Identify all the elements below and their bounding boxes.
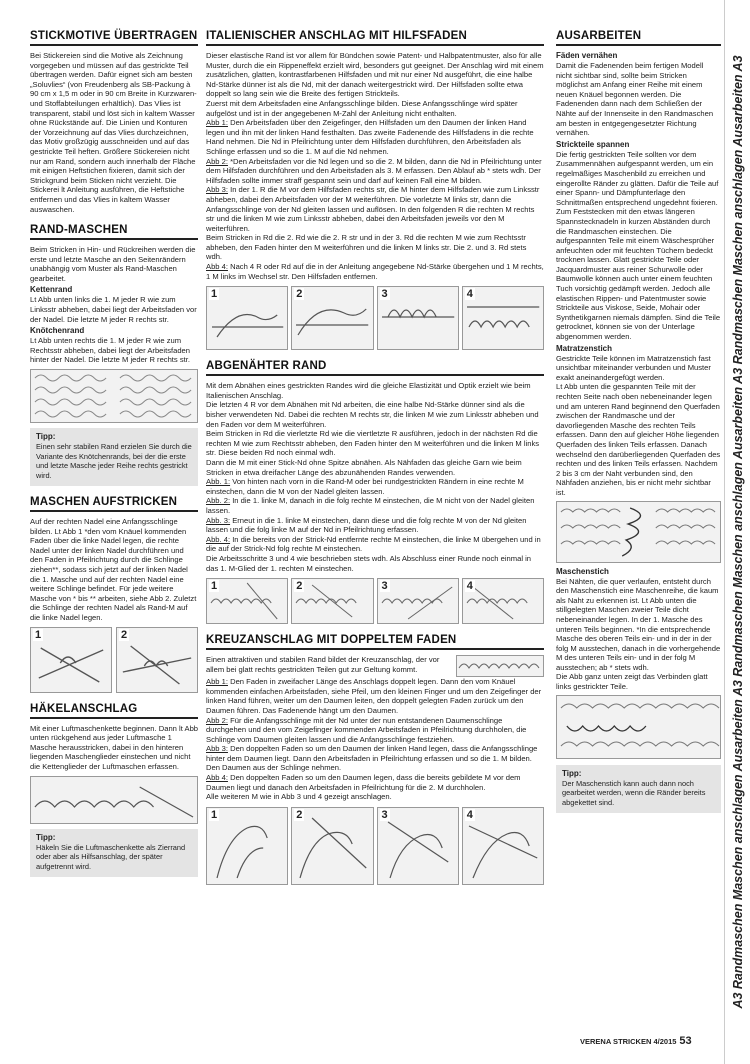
tip-text: Der Maschenstich kann auch dann noch gearbeitet werden, wenn die Ränder bereits abgekettet sind. [562, 779, 706, 807]
abb-label: Abb. 3: [206, 515, 231, 525]
abb-label: Abb 3: [206, 744, 228, 754]
abb-label: Abb. 1: [206, 477, 231, 487]
abb-label: Abb 3: [206, 185, 228, 195]
kreuzanschlag-abb4 [206, 773, 544, 792]
abb-text: Den doppelten Faden so um den Daumen der linken Hand legen, dass die Anfangsschlinge hinter dem Daumen liegt. Dann den Arbeitsfaden in Pfeilrichtung erfassen und so die 1. M bilden. Den Daumen aus der Schlinge nehmen. [206, 744, 538, 773]
heading-stickmotive: STICKMOTIVE ÜBERTRAGEN [30, 30, 198, 46]
section-sidebar [724, 0, 750, 1064]
figure-number: 3 [381, 288, 388, 301]
haekelanschlag-text: Mit einer Luftmaschenkette beginnen. Dann lt Abb unten rückgehend aus jeder Luftmasche 1 Masche herausstricken, dabei in den hinteren liegenden Maschenglieder einstechen und nicht die Kettenglieder der Luftmaschen erfassen. [30, 723, 199, 771]
italienisch-p2: Zuerst mit dem Arbeitsfaden eine Anfangsschlinge bilden. Diese Anfangsschlinge wird später aufgelöst und ist in der angegebenen M-Zahl der Anleitung nicht enthalten. [206, 98, 518, 118]
column-left [30, 30, 198, 877]
aufstricken-text: Auf der rechten Nadel eine Anfangsschlinge bilden. Lt Abb 1 *den vom Knäuel kommenden Faden über die linke Nadel legen, die rechte Nadel unter der linken Nadel durchführen und den Faden in Pfeilrichtung durch die Schlinge ziehen**, sodass sich jetzt auf der linken Nadel die 1. Masche und auf der rechten Nadel eine weitere Schlinge befindet. Für jede weitere Masche von * bis ** arbeiten, siehe Abb 2. Zuletzt die Schlinge der rechten Nadel als Rand-M auf die linke Nadel legen. [30, 517, 197, 622]
seam-illustration [557, 502, 720, 562]
kreuzanschlag-abb2 [206, 716, 544, 745]
randmaschen-intro: Beim Stricken in Hin- und Rückreihen werden die erste und letzte Masche an den Seitenrändern unabhängig vom Muster als Rand-Maschen gearbeitet. [30, 245, 196, 283]
tip-maschenstich [556, 765, 721, 814]
magazine-name: VERENA STRICKEN 4/2015 [580, 1037, 677, 1046]
italienisch-abb4 [206, 262, 544, 281]
abgenaeht-p3: Beim Stricken in Rd die vierletzte Rd wie die viertletzte R ausführen, jedoch in der nächsten Rd die rechten M wie zum Rechtsstr abheben, den Faden hinter den M weiterführen und die linken M links str. Diese beiden Rd noch einmal wdh. [206, 429, 540, 458]
abgenaeht-abb2 [206, 496, 544, 515]
kreuzanschlag-edge-figure [456, 655, 544, 677]
figure-number: 1 [35, 628, 42, 641]
seam-illustration [557, 696, 720, 758]
abb-text: In die 1. linke M, danach in die folg rechte M einstechen, die M nicht von der Nadel gleiten lassen. [206, 496, 535, 515]
figure-number: 4 [466, 288, 473, 301]
abb-text: Den Arbeitsfaden über den Zeigefinger, den Hilfsfaden um den Daumen der linken Hand legen und ihn mit der linken Hand festhalten. Das zweite Fadenende des Hilfsfadens in die rechte Hand nehmen. Die Nd in Pfeilrichtung unter dem Hilfsfaden durchführen, den Arbeitsfaden als Schlinge erfassen und so die 1. M auf die Nd nehmen. [206, 118, 534, 156]
abb-text: Den doppelten Faden so um den Daumen legen, dass die bereits gebildete M vor dem Daumen liegt und danach den Arbeitsfaden in Pfeilrichtung für die 2. M durchholen. [206, 773, 521, 792]
italienisch-figure-4 [462, 286, 544, 350]
tip-label: Tipp: [562, 768, 582, 778]
figure-number: 3 [381, 580, 388, 593]
tip-text: Einen sehr stabilen Rand erzielen Sie durch die Variante des Knötchenrands, bei der die erste und letzte Masche jeder Reihe rechts gestrickt wird. [36, 442, 192, 480]
italienisch-abb1 [206, 118, 544, 156]
matratzenstich-figure [556, 501, 721, 563]
page-number: 53 [679, 1035, 692, 1047]
abb-label: Abb 4: [206, 262, 228, 272]
chain-illustration [31, 777, 197, 823]
spannen-title: Strickteile spannen [556, 139, 630, 149]
abgenaeht-figure-3 [377, 578, 459, 624]
haekelanschlag-figure [30, 776, 198, 824]
column-right [556, 30, 721, 813]
heading-randmaschen: RAND-MASCHEN [30, 224, 198, 240]
abb-text: Erneut in die 1. linke M einstechen, dann diese und die folg rechte M von der Nd gleiten lassen und die folg linke M auf der Nd in Pfeilrichtung erfassen. [206, 515, 527, 535]
abb-text: Den Faden in zweifacher Länge des Anschlags doppelt legen. Dann den vom Knäuel kommenden einfachen Arbeitsfaden, siehe Pfeil, um den kleinen Finger und um den Zeigefinger der linken Hand führen, weiter um den Daumen leiten, den doppelt gelegten Faden zurück um den Daumen führen. Das Fadenende hängt um den Daumen. [206, 677, 542, 715]
knit-swatch-illustration [31, 370, 197, 422]
tip-randmaschen [30, 428, 198, 486]
italienisch-figure-1 [206, 286, 288, 350]
abb-label: Abb 4: [206, 773, 228, 783]
tip-text: Häkeln Sie die Luftmaschenkette als Zierrand oder aber als Hilfsanschlag, der später aufgetrennt wird. [36, 842, 186, 871]
abb-text: In der 1. R die M vor dem Hilfsfaden rechts str, die M hinter dem Hilfsfaden wie zum Linksstr abheben, dabei den Arbeitsfaden vor der M weiterführen. Die vorletzte M links str, dann die Anfangsschlinge von der Nd gleiten lassen und auflösen. In den folgenden R die rechten M rechts str und die linken M wie zum Linksstr abheben, dabei den Arbeitsfaden jeweils vor den M weiterführen. [206, 185, 540, 233]
aufstricken-figure-1 [30, 627, 112, 693]
abgenaeht-p1: Mit dem Abnähen eines gestrickten Randes wird die gleiche Elastizität und Optik erzielt wie beim Italienischen Anschlag. [206, 381, 531, 400]
heading-italienisch: ITALIENISCHER ANSCHLAG MIT HILFSFADEN [206, 30, 544, 46]
kreuzanschlag-figure-1 [206, 807, 288, 885]
knoetchenrand-text: Lt Abb unten rechts die 1. M jeder R wie zum Rechtsstr abheben, dabei liegt der Arbeitsfaden hinter der Nadel. Die letzte M jeder R rechts str. [30, 336, 190, 365]
heading-abgenaeht: ABGENÄHTER RAND [206, 360, 544, 376]
heading-haekelanschlag: HÄKELANSCHLAG [30, 703, 198, 719]
abb-label: Abb 2: [206, 156, 228, 166]
heading-kreuzanschlag: KREUZANSCHLAG MIT DOPPELTEM FADEN [206, 634, 544, 650]
abb-text: Für die Anfangsschlinge mit der Nd unter der nun entstandenen Daumenschlinge durchgehen und den vom Zeigefinger kommenden Arbeitsfaden in Pfeilrichtung durchholen, die Schlinge vom Daumen gleiten lassen und die Anfangsschlinge festziehen. [206, 715, 527, 744]
italienisch-abb2 [206, 157, 544, 186]
abgenaeht-abb3 [206, 516, 544, 535]
kreuzanschlag-abb3 [206, 744, 544, 773]
heading-ausarbeiten: AUSARBEITEN [556, 30, 721, 46]
figure-number: 1 [211, 288, 218, 301]
edge-illustration [457, 656, 543, 676]
figure-number: 3 [381, 808, 388, 821]
heading-aufstricken: MASCHEN AUFSTRICKEN [30, 496, 198, 512]
page-footer [580, 1035, 692, 1047]
kreuzanschlag-abb1 [206, 677, 544, 715]
matratzen-p2: Lt Abb unten die gespannten Teile mit der rechten Seite nach oben nebeneinander legen und am unteren Rand beginnend den Querfaden zwischen der Randmasche und der davorliegenden Masche des rechten Teils erfassen. Dann den auf gleicher Höhe liegenden Querfaden des linken Teils erfassen. Danach wechselnd den darüberliegenden Querfaden des rechten und des linken Teils erfassen. Nachdem 2 bis 3 cm der Naht verbunden sind, den Nähfaden anziehen, bis er nicht mehr sichtbar ist. [556, 382, 721, 497]
abgenaeht-abb4 [206, 535, 544, 554]
stickmotive-text: Bei Stickereien sind die Motive als Zeichnung vorgegeben und müssen auf das gestrickte Teil übertragen werden. Dafür eignet sich am besten „Soluvlies“ (von Freudenberg als SB-Packung à 90 cm x 1,5 m oder in 90 cm Breite in Kurzwaren- und Stoffabteilungen erhältlich). Das Vlies ist transparent, stabil und löst sich in kaltem Wasser ohne Rückstände auf. Die Linien und Konturen der Vorzeichnung auf das Vlies durchzeichnen, das Motiv großzügig ausschneiden und auf das gestrickte Teil heften. Größere Stickereien nicht nur am Rand, sondern auch innerhalb der Fläche mit einigen Heftstichen fixieren, damit sich der Strickgrund beim Sticken nicht verzieht. Die Stickerei lt Anleitung ausführen, die Heftstiche entfernen und das Vlies in kaltem Wasser auswaschen. [30, 51, 197, 214]
abb-label: Abb 2: [206, 715, 228, 725]
italienisch-figure-2 [291, 286, 373, 350]
italienisch-abb3 [206, 185, 544, 233]
randmaschen-figure [30, 369, 198, 423]
faeden-text: Damit die Fadenenden beim fertigen Modell nicht sichtbar sind, sollte beim Stricken möglichst am Anfang einer Reihe mit einem neuen Knäuel begonnen werden. Die Fadenenden dann nach dem Schließen der Nähte auf der Innenseite in den Randmaschen am besten in entgegengesetzter Richtung vernähen. [556, 61, 714, 138]
maschenstich-end: Die Abb ganz unten zeigt das Verbinden glatt links gestrickter Teile. [556, 672, 708, 692]
figure-number: 2 [121, 628, 128, 641]
abb-label: Abb 1: [206, 118, 228, 128]
abb-text: In die bereits von der Strick-Nd entfernte rechte M einstechen, die linke M übergehen und in die auf der Strick-Nd folg rechte M einstechen. [206, 534, 541, 554]
aufstricken-figures [30, 627, 198, 693]
figure-number: 2 [296, 808, 303, 821]
abb-text: Nach 4 R oder Rd auf die in der Anleitung angegebene Nd-Stärke übergehen und 1 M rechts, 1 M links im Wechsel str. Den Hilfsfaden entfernen. [206, 262, 544, 281]
kreuzanschlag-figures [206, 807, 544, 885]
tip-label: Tipp: [36, 832, 56, 842]
figure-number: 2 [296, 580, 303, 593]
figure-number: 4 [466, 580, 473, 593]
figure-number: 1 [211, 808, 218, 821]
figure-number: 4 [466, 808, 473, 821]
abb-label: Abb. 2: [206, 496, 231, 506]
maschenstich-figure [556, 695, 721, 759]
abb-text: Von hinten nach vorn in die Rand-M oder bei rundgestrickten Rändern in eine rechte M einstechen, dann die M von der Nadel gleiten lassen. [206, 477, 524, 496]
kreuzanschlag-figure-4 [462, 807, 544, 885]
abgenaeht-abb1 [206, 477, 544, 496]
faeden-title: Fäden vernähen [556, 51, 618, 60]
maschenstich-text: Bei Nähten, die quer verlaufen, entsteht durch den Maschenstich eine Maschenreihe, die kaum als Naht zu erkennen ist. Lt Abb unten die stillgelegten Maschen zweier Teile dicht nebeneinander legen. In der 1. Masche des unteren Teils beginnen. *In die entsprechende Masche des oberen Teils ein- und in der in der folg M ausstechen, danach in die vorhergehende M des unteren Teils ein- und in der folg M ausstechen; ab * stets wdh. [556, 576, 721, 672]
abb-text: *Den Arbeitsfaden vor die Nd legen und so die 2. M bilden, dann die Nd in Pfeilrichtung unter dem Hilfsfaden durchführen und den Arbeitsfaden als 3. M erfassen. Den Ablauf ab * stets wdh. Der Hilfsfaden sollte immer straff gespannt sein und darf auf keinen Fall eine M bilden. [206, 156, 542, 185]
tip-label: Tipp: [36, 432, 56, 442]
italienisch-p3: Beim Stricken in Rd die 2. Rd wie die 2. R str und in der 3. Rd die rechten M wie zum Rechtsstr abheben, den Faden hinter den M weiterführen und die linken M links str. Die 2. und 3. Rd stets wdh. [206, 233, 527, 262]
abgenaeht-figure-1 [206, 578, 288, 624]
abgenaeht-figures [206, 578, 544, 624]
kreuzanschlag-intro-row [206, 655, 544, 677]
italienisch-figures [206, 286, 544, 350]
figure-number: 2 [296, 288, 303, 301]
maschenstich-title: Maschenstich [556, 566, 609, 576]
tip-haekel [30, 829, 198, 878]
abgenaeht-figure-4 [462, 578, 544, 624]
italienisch-figure-3 [377, 286, 459, 350]
kreuzanschlag-figure-3 [377, 807, 459, 885]
matratzen-title: Matratzenstich [556, 343, 613, 353]
figure-number: 1 [211, 580, 218, 593]
abgenaeht-p5: Die Arbeitsschritte 3 und 4 wie beschrieben stets wdh. Als Abschluss einer Runde noch einmal in das 1. M-Glied der 1. rechten M einstechen. [206, 553, 532, 573]
abb-label: Abb 1: [206, 677, 228, 687]
kreuzanschlag-p2: Alle weiteren M wie in Abb 3 und 4 gezeigt anschlagen. [206, 792, 392, 802]
abgenaeht-figure-2 [291, 578, 373, 624]
knoetchenrand-title: Knötchenrand [30, 326, 85, 336]
kreuzanschlag-p1: Einen attraktiven und stabilen Rand bildet der Kreuzanschlag, der vor allem bei glatt rechts gestrickten Teilen gut zur Geltung kommt. [206, 655, 440, 674]
column-middle [206, 30, 544, 885]
abgenaeht-p2: Die letzten 4 R vor dem Abnähen mit Nd arbeiten, die eine halbe Nd-Stärke dünner sind als die bisher verwendeten Nd. Dabei die rechten M rechts str, die linken M wie zum Linksstr abheben und den Faden vor dem M weiterführen. [206, 400, 539, 429]
abgenaeht-p4: Dann die M mit einer Stick-Nd ohne Spitze abnähen. Als Nähfaden das gleiche Garn wie beim Stricken in etwa dreifacher Länge des abzunähenden Randes verwenden. [206, 458, 522, 477]
italienisch-p1: Dieser elastische Rand ist vor allem für Bündchen sowie Patent- und Halbpatentmuster, also für alle Muster, durch die ein Rippeneffekt erzielt wird, besonders gut geeignet. Der Anschlag wird mit einem zusätzlichen, glatten, kontrastfarbenen Hilfsfaden und mit nur einer Nd ausgeführt, die eine halbe Nd-Stärke dünner ist als die Nd, mit der danach weitergestrickt wird. Der Hilfsfaden sollte etwa doppelt so lang sein wie die Breite des fertigen Strickteils. [206, 51, 544, 99]
kettenrand-text: Lt Abb unten links die 1. M jeder R wie zum Linksstr abheben, dabei liegt der Arbeitsfaden vor der Nadel. Die letzte M jeder R rechts str. [30, 295, 197, 324]
aufstricken-figure-2 [116, 627, 198, 693]
sidebar-label: A3 Randmaschen Maschen anschlagen Ausarbeiten A3 Randmaschen Maschen anschlagen Ausarbeiten A3 Randmaschen Maschen anschlagen Ausarbeiten A3 [731, 55, 745, 1009]
kreuzanschlag-figure-2 [291, 807, 373, 885]
kettenrand-title: Kettenrand [30, 285, 73, 295]
abb-label: Abb. 4: [206, 534, 231, 544]
spannen-text: Die fertig gestrickten Teile sollten vor dem Zusammennähen aufgespannt werden, um ein regelmäßiges Maschenbild zu erreichen und eingerollte Ränder zu glätten. Dafür die Teile auf einer Spann- und Dämpfunterlage den Schnittmaßen entsprechend ungedehnt fixieren. Zum Feststecken mit den etwas längeren Spannstecknadeln in kurzen Abständen durch die Randmaschen einstechen. Die aufgespannten Teile mit einem Wäschesprüher anfeuchten oder mit feuchten Tüchern bedeckt trocknen lassen. Glatt gestrickte Teile oder Jacquardmuster aus reiner Schurwolle oder Baumwolle können auch unter einem feuchten Tuch vorsichtig gedämpft werden. Jedoch alle elastischen Rippen- und Patentmuster sowie Strickteile aus Viskose, Seide, Mohair oder Synthetikgarnen niemals dämpfen. Sind die Teile getrocknet, können sie von der Unterlage abgenommen werden. [556, 149, 721, 342]
matratzen-p1: Gestrickte Teile können im Matratzenstich fast unsichtbar miteinander verbunden und Muster exakt aneinandergefügt werden. [556, 353, 711, 382]
